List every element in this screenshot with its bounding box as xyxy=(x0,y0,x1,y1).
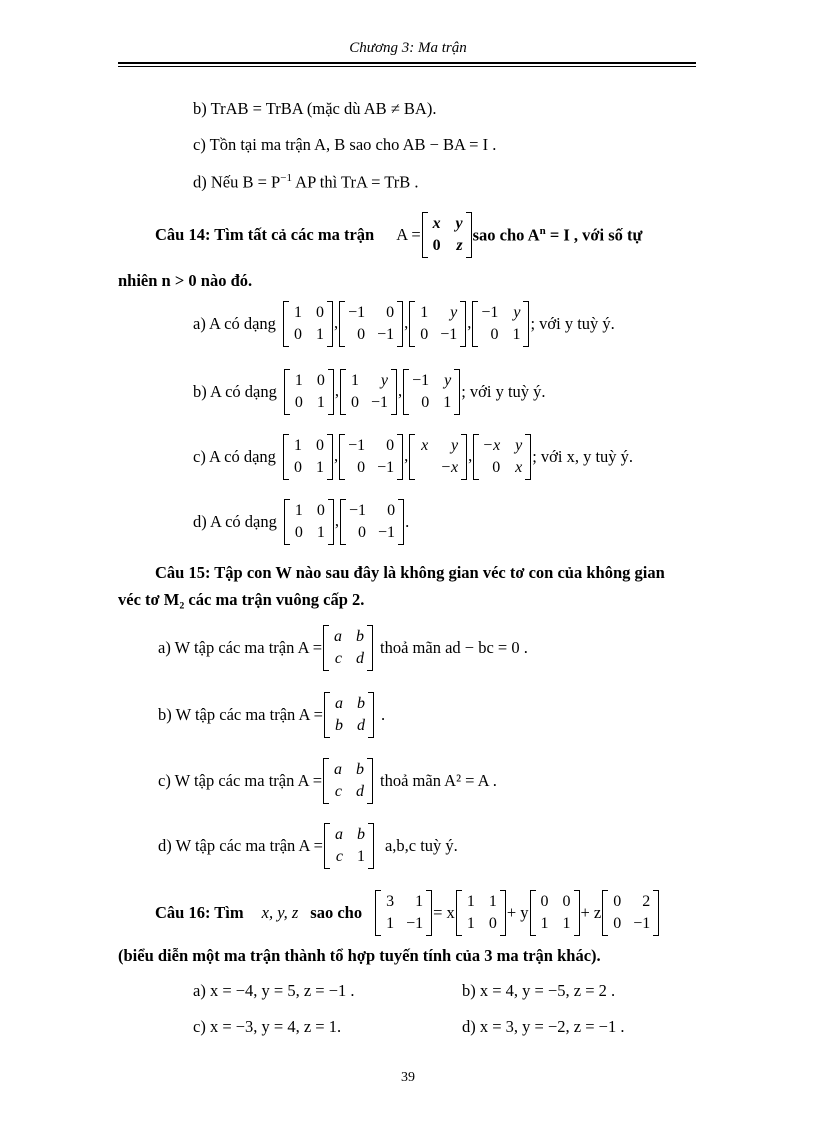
matrix-cell: 0 xyxy=(316,502,325,519)
q16-line2: (biểu diễn một ma trận thành tổ hợp tuyến tính của 3 ma trận khác). xyxy=(118,946,601,965)
bracket-right xyxy=(327,434,333,480)
q15-matrix xyxy=(324,823,374,869)
matrix-cell: 0 xyxy=(386,304,395,321)
matrix-cell: a xyxy=(334,695,343,712)
matrix-cells xyxy=(479,434,525,480)
q14-option-a: a) A có dạng 1 0 0 1 , −1 0 0 −1 , 1 y 0 −1 , −1 y 0 1 ; với y tuỳ ý. xyxy=(193,298,615,350)
q13-option-c: c) Tồn tại ma trận A, B sao cho AB − BA = I . xyxy=(193,135,497,154)
matrix-cell: −1 xyxy=(377,459,395,476)
bracket-right xyxy=(397,301,403,347)
page-header: Chương 3: Ma trận xyxy=(349,40,467,56)
q14-option-c: c) A có dạng 1 0 0 1 , −1 0 0 −1 , x y −x , −x y 0 x ; với x, y tuỳ ý. xyxy=(193,431,633,483)
q14-mid: sao cho $A^n = I$ , với số tự xyxy=(472,224,643,245)
matrix-cell: y xyxy=(515,437,523,454)
matrix-cell: −x xyxy=(440,459,459,476)
matrix-cell: a xyxy=(334,628,343,645)
bracket-right xyxy=(368,823,374,869)
matrix-cell: x xyxy=(421,437,429,454)
q14-option-d: d) A có dạng 1 0 0 1 , −1 0 0 −1 . xyxy=(193,496,409,548)
matrix-cells xyxy=(290,499,328,545)
q15-option-a: a) W tập các ma trận A = a b c d thoả mãn ad − bc = 0 . xyxy=(158,622,528,674)
bracket-right xyxy=(367,625,373,671)
bracket-right xyxy=(327,301,333,347)
matrix-cell: y xyxy=(513,304,521,321)
matrix-cell: z xyxy=(456,237,463,254)
matrix-cell: 1 xyxy=(512,326,521,343)
bracket-right xyxy=(398,499,404,545)
matrix-cells xyxy=(415,434,461,480)
matrix-cell: 1 xyxy=(293,437,302,454)
matrix-cell: x xyxy=(515,459,523,476)
matrix-cell: 0 xyxy=(294,524,303,541)
option-matrix xyxy=(283,434,333,480)
matrix-cells xyxy=(345,301,397,347)
matrix-cell: 0 xyxy=(358,524,367,541)
comma: , xyxy=(333,312,339,332)
q15-matrix xyxy=(324,692,374,738)
matrix-cell: 0 xyxy=(315,437,324,454)
matrix-cell: 1 xyxy=(466,915,475,932)
matrix-cell: 1 xyxy=(415,893,424,910)
bracket-right xyxy=(500,890,506,936)
matrix-cell: 0 xyxy=(351,394,359,411)
matrix-cells xyxy=(608,890,653,936)
matrix-cell: 1 xyxy=(562,915,571,932)
matrix-cells xyxy=(329,625,367,671)
q15-option-b: b) W tập các ma trận A = a b b d . xyxy=(158,689,385,741)
option-matrix xyxy=(339,434,403,480)
bracket-right xyxy=(460,301,466,347)
bracket-right xyxy=(397,434,403,480)
matrix-cells xyxy=(289,434,327,480)
q16-option-b: b) x = 4, y = −5, z = 2 . xyxy=(462,981,616,1000)
matrix-cell: −1 xyxy=(377,326,395,343)
matrix-cell: −x xyxy=(482,437,501,454)
q14-matrix xyxy=(422,212,472,258)
matrix-cells xyxy=(346,369,391,415)
matrix-cell: 1 xyxy=(386,915,395,932)
q15-option-d: d) W tập các ma trận A = a b c 1 a,b,c tuỳ ý. xyxy=(158,820,458,872)
matrix-cell: −1 xyxy=(440,326,458,343)
matrix-cell: d xyxy=(356,717,365,734)
matrix-cell: −1 xyxy=(481,304,499,321)
bracket-right xyxy=(391,369,397,415)
matrix-cell: 1 xyxy=(316,394,325,411)
matrix-cell: 0 xyxy=(562,893,571,910)
matrix-cell: 0 xyxy=(488,915,497,932)
matrix-cell: 0 xyxy=(421,394,430,411)
matrix-cell: c xyxy=(335,848,343,865)
matrix-cell: 1 xyxy=(315,326,324,343)
option-matrix xyxy=(409,434,467,480)
option-matrix xyxy=(473,434,531,480)
q16-matrix-2 xyxy=(530,890,580,936)
comma: , xyxy=(467,312,472,332)
matrix-cell: 0 xyxy=(357,326,366,343)
matrix-cells xyxy=(536,890,574,936)
comma: , xyxy=(404,312,409,332)
q15-option-c: c) W tập các ma trận A = a b c d thoả mãn A² = A . xyxy=(158,755,497,807)
matrix-cell: b xyxy=(356,695,365,712)
option-matrix xyxy=(403,369,460,415)
matrix-cells xyxy=(329,758,367,804)
option-matrix xyxy=(340,499,404,545)
matrix-cell: y xyxy=(455,215,463,232)
matrix-cell: −1 xyxy=(406,915,424,932)
comma: , xyxy=(333,445,339,465)
matrix-cell: 1 xyxy=(294,502,303,519)
matrix-cell: 1 xyxy=(316,524,325,541)
matrix-cells xyxy=(462,890,500,936)
option-matrix xyxy=(284,499,334,545)
matrix-cell: 0 xyxy=(613,915,622,932)
q16-lhs-matrix xyxy=(375,890,432,936)
bracket-right xyxy=(461,434,467,480)
matrix-cell: 1 xyxy=(293,304,302,321)
matrix-cell: 1 xyxy=(420,304,429,321)
matrix-cell: y xyxy=(450,304,458,321)
q16-matrix-1 xyxy=(456,890,506,936)
option-matrix xyxy=(340,369,397,415)
q15-matrix xyxy=(323,758,373,804)
matrix-cell xyxy=(418,458,428,478)
matrix-cell: 2 xyxy=(642,893,651,910)
matrix-cell: 0 xyxy=(386,437,395,454)
matrix-cell: 1 xyxy=(351,372,359,389)
q15-matrix xyxy=(323,625,373,671)
matrix-cell: −1 xyxy=(349,502,367,519)
option-matrix xyxy=(284,369,334,415)
bracket-right xyxy=(368,692,374,738)
matrix-cell: 1 xyxy=(443,394,452,411)
q16-heading: Câu 16: Tìm x, y, z sao cho 3 1 1 −1 = x 1 1 1 0 + y 0 0 1 1 + z 0 2 0 −1 xyxy=(155,886,660,940)
q16-option-a: a) x = −4, y = 5, z = −1 . xyxy=(193,981,355,1000)
bracket-right xyxy=(525,434,531,480)
matrix-cell: b xyxy=(334,717,343,734)
bracket-right xyxy=(328,369,334,415)
matrix-cell: 0 xyxy=(387,502,396,519)
matrix-cell: 0 xyxy=(540,893,549,910)
matrix-cell: 3 xyxy=(386,893,395,910)
bracket-right xyxy=(653,890,659,936)
comma: , xyxy=(334,510,339,530)
q15-line1: Câu 15: Tập con W nào sau đây là không gian véc tơ con của không gian xyxy=(155,563,665,582)
bracket-right xyxy=(466,212,472,258)
matrix-cell: 0 xyxy=(315,304,324,321)
matrix-cell: −1 xyxy=(371,394,389,411)
matrix-cells xyxy=(290,369,328,415)
matrix-cells xyxy=(428,212,466,258)
bracket-right xyxy=(328,499,334,545)
header-rule xyxy=(118,62,696,64)
matrix-cell: 1 xyxy=(488,893,497,910)
matrix-cells xyxy=(415,301,460,347)
bracket-right xyxy=(367,758,373,804)
matrix-cell: 1 xyxy=(540,915,549,932)
matrix-cell: b xyxy=(356,761,365,778)
matrix-cells xyxy=(381,890,426,936)
comma: , xyxy=(334,380,339,400)
matrix-cell: 0 xyxy=(613,893,622,910)
matrix-cell: 0 xyxy=(432,237,441,254)
matrix-cell: b xyxy=(356,628,365,645)
matrix-cell: 1 xyxy=(294,372,303,389)
matrix-cells xyxy=(345,434,397,480)
q16-option-d: d) x = 3, y = −2, z = −1 . xyxy=(462,1017,625,1036)
matrix-cell: a xyxy=(334,826,343,843)
matrix-cell: d xyxy=(356,650,365,667)
matrix-cell: 0 xyxy=(420,326,429,343)
matrix-cell: 0 xyxy=(490,326,499,343)
matrix-cell: c xyxy=(334,650,343,667)
bracket-right xyxy=(523,301,529,347)
matrix-cell: −1 xyxy=(633,915,651,932)
matrix-cell: 0 xyxy=(357,459,366,476)
bracket-right xyxy=(574,890,580,936)
matrix-cell: 0 xyxy=(293,459,302,476)
matrix-cell: −1 xyxy=(348,437,366,454)
comma: , xyxy=(404,445,409,465)
q16-option-c: c) x = −3, y = 4, z = 1. xyxy=(193,1017,342,1036)
bracket-right xyxy=(426,890,432,936)
header-rule-thin xyxy=(118,66,696,67)
matrix-cell: c xyxy=(334,783,343,800)
q15-line2: véc tơ M₂ các ma trận vuông cấp 2. xyxy=(118,590,365,609)
matrix-cell: y xyxy=(444,372,452,389)
matrix-cells xyxy=(330,823,368,869)
matrix-cells xyxy=(289,301,327,347)
matrix-cell: a xyxy=(334,761,343,778)
matrix-cell: 1 xyxy=(466,893,475,910)
matrix-cells xyxy=(346,499,398,545)
matrix-cell: b xyxy=(356,826,365,843)
matrix-cells xyxy=(409,369,454,415)
option-matrix xyxy=(472,301,529,347)
matrix-cell: y xyxy=(380,372,389,389)
q16-matrix-3 xyxy=(602,890,659,936)
matrix-cell: 0 xyxy=(294,394,303,411)
q13-option-d: d) Nếu $B = P^{-1}$ AP thì TrA = TrB . xyxy=(193,172,419,192)
matrix-cell: x xyxy=(432,215,441,232)
matrix-cell: −1 xyxy=(412,372,430,389)
matrix-cells xyxy=(478,301,523,347)
matrix-cells xyxy=(330,692,368,738)
matrix-cell: −1 xyxy=(378,524,396,541)
comma: , xyxy=(398,380,403,400)
matrix-cell: d xyxy=(356,783,365,800)
q14-line2: nhiên n > 0 nào đó. xyxy=(118,271,253,290)
option-matrix xyxy=(409,301,466,347)
option-matrix xyxy=(339,301,403,347)
matrix-cell: 0 xyxy=(316,372,325,389)
q13-option-b: b) TrAB = TrBA (mặc dù AB ≠ BA). xyxy=(193,99,437,118)
comma: , xyxy=(468,445,473,465)
page-number: 39 xyxy=(401,1070,415,1085)
matrix-cell: y xyxy=(451,437,459,454)
matrix-cell: 0 xyxy=(492,459,501,476)
option-matrix xyxy=(283,301,333,347)
bracket-right xyxy=(454,369,460,415)
q14-heading: Câu 14: Tìm tất cả các ma trận A = x y 0 z sao cho $A^n = I$ , với số tự xyxy=(155,208,642,262)
matrix-cell: −1 xyxy=(348,304,366,321)
matrix-cell: 1 xyxy=(356,848,365,865)
matrix-cell: 1 xyxy=(315,459,324,476)
matrix-cell: 0 xyxy=(293,326,302,343)
q14-option-b: b) A có dạng 1 0 0 1 , 1 y 0 −1 , −1 y 0 1 ; với y tuỳ ý. xyxy=(193,366,546,418)
